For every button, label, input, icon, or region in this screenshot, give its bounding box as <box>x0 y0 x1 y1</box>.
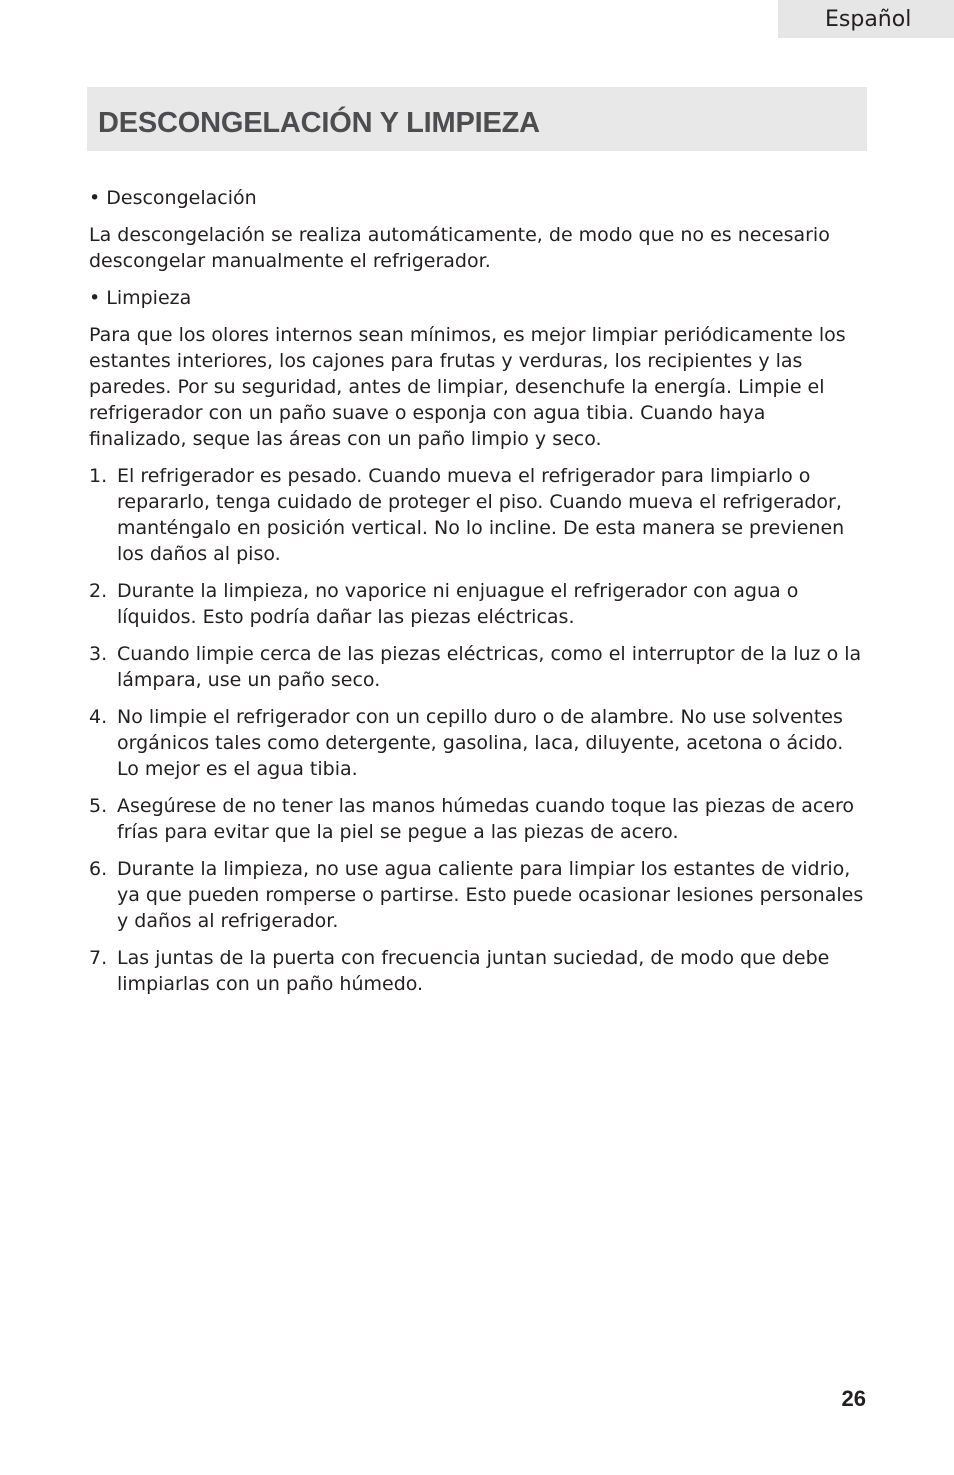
list-item-text: Durante la limpieza, no vaporice ni enjuague el refrigerador con agua o líquidos. Esto podría dañar las piezas eléctricas. <box>117 580 799 628</box>
defrost-paragraph: La descongelación se realiza automáticamente, de modo que no es necesario descongelar manualmente el refrigerador. <box>89 224 830 272</box>
cleaning-paragraph: Para que los olores internos sean mínimos, es mejor limpiar periódicamente los estantes interiores, los cajones para frutas y verduras, los recipientes y las paredes. Por su seguridad, antes de limpiar, desenchufe la energía. Limpie el refrigerador con un paño suave o esponja con agua tibia. Cuando haya finalizado, seque las áreas con un paño limpio y seco. <box>89 324 846 450</box>
list-item-number: 7. <box>89 947 108 969</box>
list-item-text: El refrigerador es pesado. Cuando mueva el refrigerador para limpiarlo o repararlo, tenga cuidado de proteger el piso. Cuando mueva el refrigerador, manténgalo en posición vertical. No lo incline. De esta manera se previenen los daños al piso. <box>117 465 845 565</box>
defrost-heading: • Descongelación <box>89 187 257 209</box>
page-number: 26 <box>841 1386 866 1411</box>
section-title-band <box>87 87 867 151</box>
list-item <box>89 856 864 934</box>
list-item-number: 3. <box>89 643 108 665</box>
list-item-text: Las juntas de la puerta con frecuencia juntan suciedad, de modo que debe limpiarlas con un paño húmedo. <box>117 947 830 995</box>
list-item <box>89 704 864 782</box>
page-content <box>89 185 864 1008</box>
list-item-text: Cuando limpie cerca de las piezas eléctricas, como el interruptor de la luz o la lámpara, use un paño seco. <box>117 643 862 691</box>
language-tab-label: Español <box>825 7 912 32</box>
list-item-number: 4. <box>89 706 108 728</box>
cleaning-instructions-list <box>89 463 864 997</box>
list-item-text: Asegúrese de no tener las manos húmedas cuando toque las piezas de acero frías para evitar que la piel se pegue a las piezas de acero. <box>117 795 854 843</box>
list-item-number: 1. <box>89 465 108 487</box>
cleaning-heading: • Limpieza <box>89 287 192 309</box>
list-item <box>89 793 864 845</box>
list-item-number: 2. <box>89 580 108 602</box>
language-tab <box>778 0 954 38</box>
list-item <box>89 463 864 567</box>
list-item-number: 6. <box>89 858 108 880</box>
list-item-text: Durante la limpieza, no use agua caliente para limpiar los estantes de vidrio, ya que pueden romperse o partirse. Esto puede ocasionar lesiones personales y daños al refrigerador. <box>117 858 864 932</box>
list-item <box>89 641 864 693</box>
list-item <box>89 945 864 997</box>
section-title: DESCONGELACIÓN Y LIMPIEZA <box>98 107 540 139</box>
list-item-text: No limpie el refrigerador con un cepillo duro o de alambre. No use solventes orgánicos tales como detergente, gasolina, laca, diluyente, acetona o ácido. Lo mejor es el agua tibia. <box>117 706 844 780</box>
list-item-number: 5. <box>89 795 108 817</box>
list-item <box>89 578 864 630</box>
